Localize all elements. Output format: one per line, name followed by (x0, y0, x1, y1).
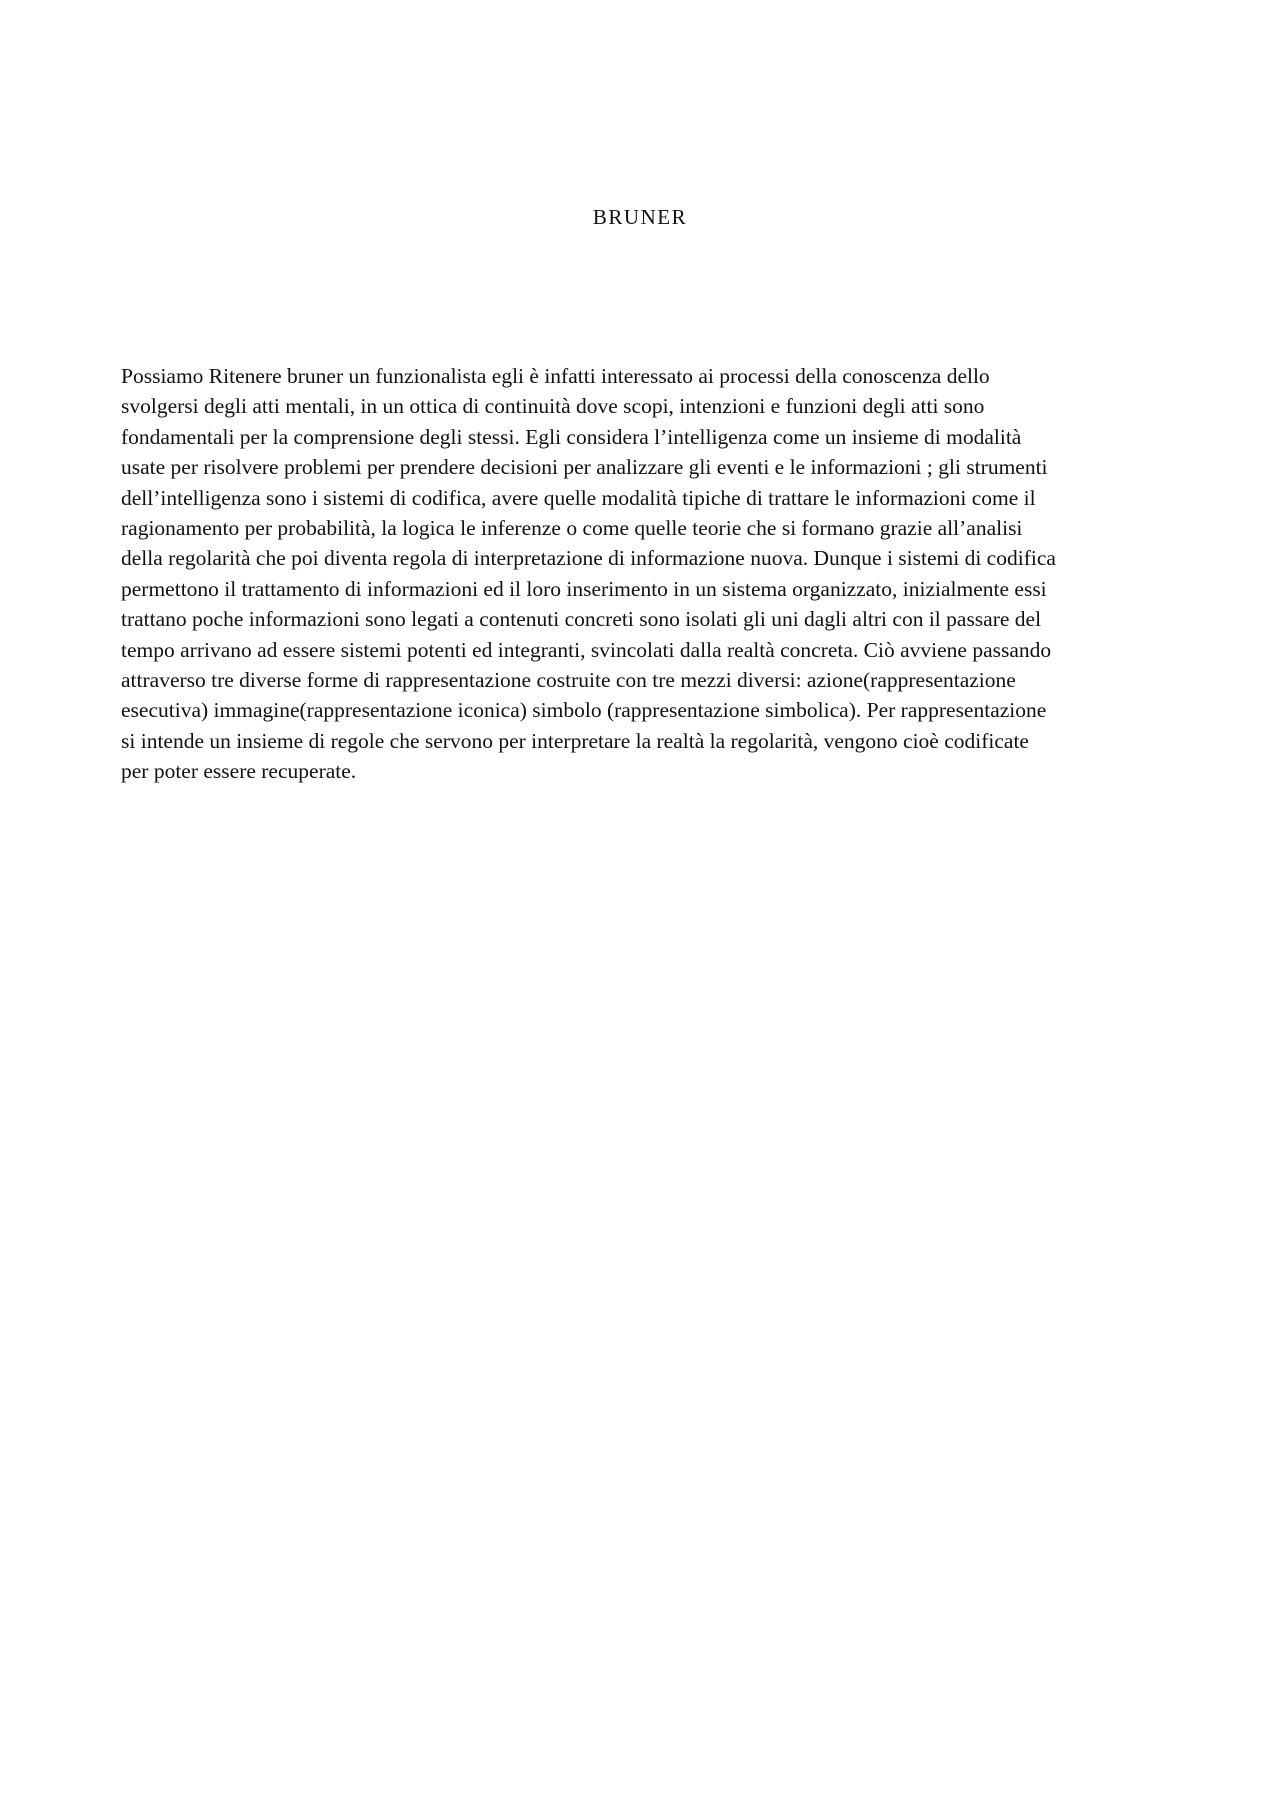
document-title: BRUNER (592, 205, 688, 229)
paragraph-line: fondamentali per la comprensione degli stessi. Egli considera l’intelligenza come un insieme di modalità (121, 424, 1022, 449)
paragraph-line: Possiamo Ritenere bruner un funzionalista egli è infatti interessato ai processi della conoscenza dello (121, 364, 990, 388)
paragraph-line: della regolarità che poi diventa regola di interpretazione di informazione nuova. Dunque i sistemi di codifica (121, 546, 1056, 571)
paragraph-line: trattano poche informazioni sono legati a contenuti concreti sono isolati gli uni dagli altri con il passare del (121, 607, 1042, 632)
paragraph-line: dell’intelligenza sono i sistemi di codifica, avere quelle modalità tipiche di trattare le informazioni come il (121, 485, 1036, 510)
paragraph-line: permettono il trattamento di informazioni ed il loro inserimento in un sistema organizzato, inizialmente essi (121, 576, 1047, 601)
paragraph-line: usate per risolvere problemi per prendere decisioni per analizzare gli eventi e le informazioni ; gli strumenti (121, 455, 1048, 480)
paragraph-line: svolgersi degli atti mentali, in un ottica di continuità dove scopi, intenzioni e funzioni degli atti sono (121, 394, 985, 419)
paragraph-line: per poter essere recuperate. (121, 759, 357, 784)
paragraph-line: esecutiva) immagine(rappresentazione iconica) simbolo (rappresentazione simbolica). Per rappresentazione (121, 698, 1047, 723)
paragraph-line: si intende un insieme di regole che servono per interpretare la realtà la regolarità, vengono cioè codificate (121, 728, 1029, 753)
paragraph-line: ragionamento per probabilità, la logica le inferenze o come quelle teorie che si formano grazie all’analisi (121, 516, 1023, 541)
body-paragraph (121, 361, 1166, 787)
paragraph-line: attraverso tre diverse forme di rappresentazione costruite con tre mezzi diversi: azione(rappresentazione (121, 668, 1016, 693)
paragraph-line: tempo arrivano ad essere sistemi potenti ed integranti, svincolati dalla realtà concreta. Ciò avviene passando (121, 637, 1052, 662)
